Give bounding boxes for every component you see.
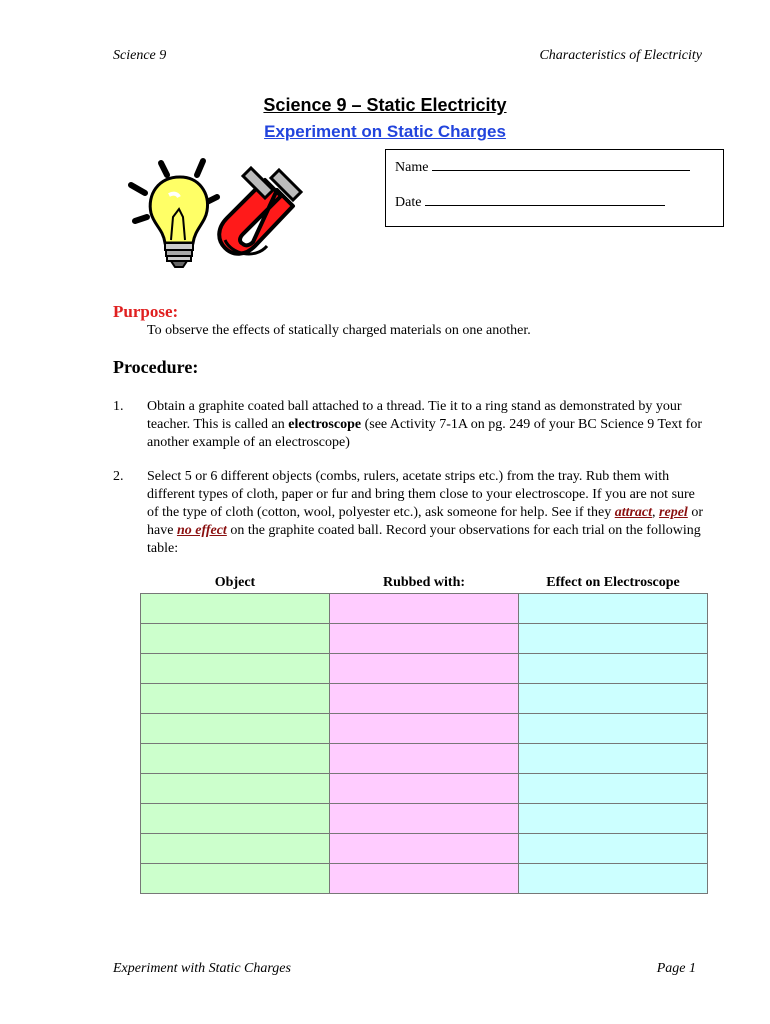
effect-cell[interactable] — [519, 624, 708, 654]
name-row — [395, 158, 690, 176]
horseshoe-magnet-icon — [205, 160, 305, 272]
effect-cell[interactable] — [519, 744, 708, 774]
name-label: Name — [395, 160, 429, 175]
rubbed-with-cell[interactable] — [330, 714, 519, 744]
effect-cell[interactable] — [519, 774, 708, 804]
object-cell[interactable] — [141, 714, 330, 744]
step-1-number: 1. — [113, 399, 124, 414]
date-row — [395, 193, 665, 211]
attract-term: attract — [614, 505, 653, 520]
rubbed-with-cell[interactable] — [330, 654, 519, 684]
rubbed-with-cell[interactable] — [330, 774, 519, 804]
observation-table — [140, 593, 708, 894]
date-field[interactable] — [425, 193, 665, 206]
object-cell[interactable] — [141, 804, 330, 834]
effect-cell[interactable] — [519, 804, 708, 834]
step-2-text: Select 5 or 6 different objects (combs, rulers, acetate strips etc.) from the tray. Rub them with different types of cloth, paper or fur and bring them close to your electroscope. If you are not sure of the type of cloth (cotton, wool, polyester etc.), ask someone for help. See if they attract, repel or have no effect on the graphite coated ball. Record your observations for each trial on the following table: — [147, 469, 703, 556]
effect-cell[interactable] — [519, 714, 708, 744]
object-cell[interactable] — [141, 774, 330, 804]
rubbed-with-cell[interactable] — [330, 624, 519, 654]
column-header-rubbed-with: Rubbed with: — [382, 575, 466, 590]
table-row — [141, 804, 708, 834]
object-cell[interactable] — [141, 834, 330, 864]
date-label: Date — [395, 195, 422, 210]
header-left: Science 9 — [113, 48, 167, 63]
table-row — [141, 684, 708, 714]
effect-cell[interactable] — [519, 864, 708, 894]
purpose-text: To observe the effects of statically charged materials on one another. — [147, 323, 531, 338]
rubbed-with-cell[interactable] — [330, 804, 519, 834]
no-effect-term: no effect — [176, 523, 227, 538]
rubbed-with-cell[interactable] — [330, 834, 519, 864]
header-right: Characteristics of Electricity — [539, 48, 702, 63]
object-cell[interactable] — [141, 684, 330, 714]
table-row — [141, 594, 708, 624]
footer-left: Experiment with Static Charges — [113, 961, 291, 976]
rubbed-with-cell[interactable] — [330, 864, 519, 894]
table-row — [141, 774, 708, 804]
table-row — [141, 624, 708, 654]
effect-cell[interactable] — [519, 684, 708, 714]
object-cell[interactable] — [141, 864, 330, 894]
purpose-heading: Purpose: — [113, 302, 179, 321]
page-title: Science 9 – Static Electricity — [263, 95, 507, 115]
rubbed-with-cell[interactable] — [330, 744, 519, 774]
table-row — [141, 834, 708, 864]
object-cell[interactable] — [141, 594, 330, 624]
object-cell[interactable] — [141, 654, 330, 684]
procedure-heading: Procedure: — [113, 357, 199, 377]
object-cell[interactable] — [141, 624, 330, 654]
column-header-effect: Effect on Electroscope — [546, 575, 680, 590]
effect-cell[interactable] — [519, 594, 708, 624]
footer-page-number: Page 1 — [656, 961, 696, 976]
step-2-number: 2. — [113, 469, 124, 484]
rubbed-with-cell[interactable] — [330, 684, 519, 714]
table-row — [141, 744, 708, 774]
name-date-box — [385, 149, 724, 227]
name-field[interactable] — [432, 158, 690, 171]
page-subtitle: Experiment on Static Charges — [264, 122, 506, 141]
repel-term: repel — [659, 505, 688, 520]
column-header-object: Object — [214, 575, 256, 590]
table-row — [141, 714, 708, 744]
object-cell[interactable] — [141, 744, 330, 774]
effect-cell[interactable] — [519, 654, 708, 684]
effect-cell[interactable] — [519, 834, 708, 864]
electroscope-term: electroscope — [288, 417, 362, 432]
rubbed-with-cell[interactable] — [330, 594, 519, 624]
table-row — [141, 864, 708, 894]
step-1-text: Obtain a graphite coated ball attached to a thread. Tie it to a ring stand as demonstrated by your teacher. This is called an electroscope (see Activity 7-1A on pg. 249 of your BC Science 9 Text for another example of an electroscope) — [147, 399, 703, 450]
table-row — [141, 654, 708, 684]
